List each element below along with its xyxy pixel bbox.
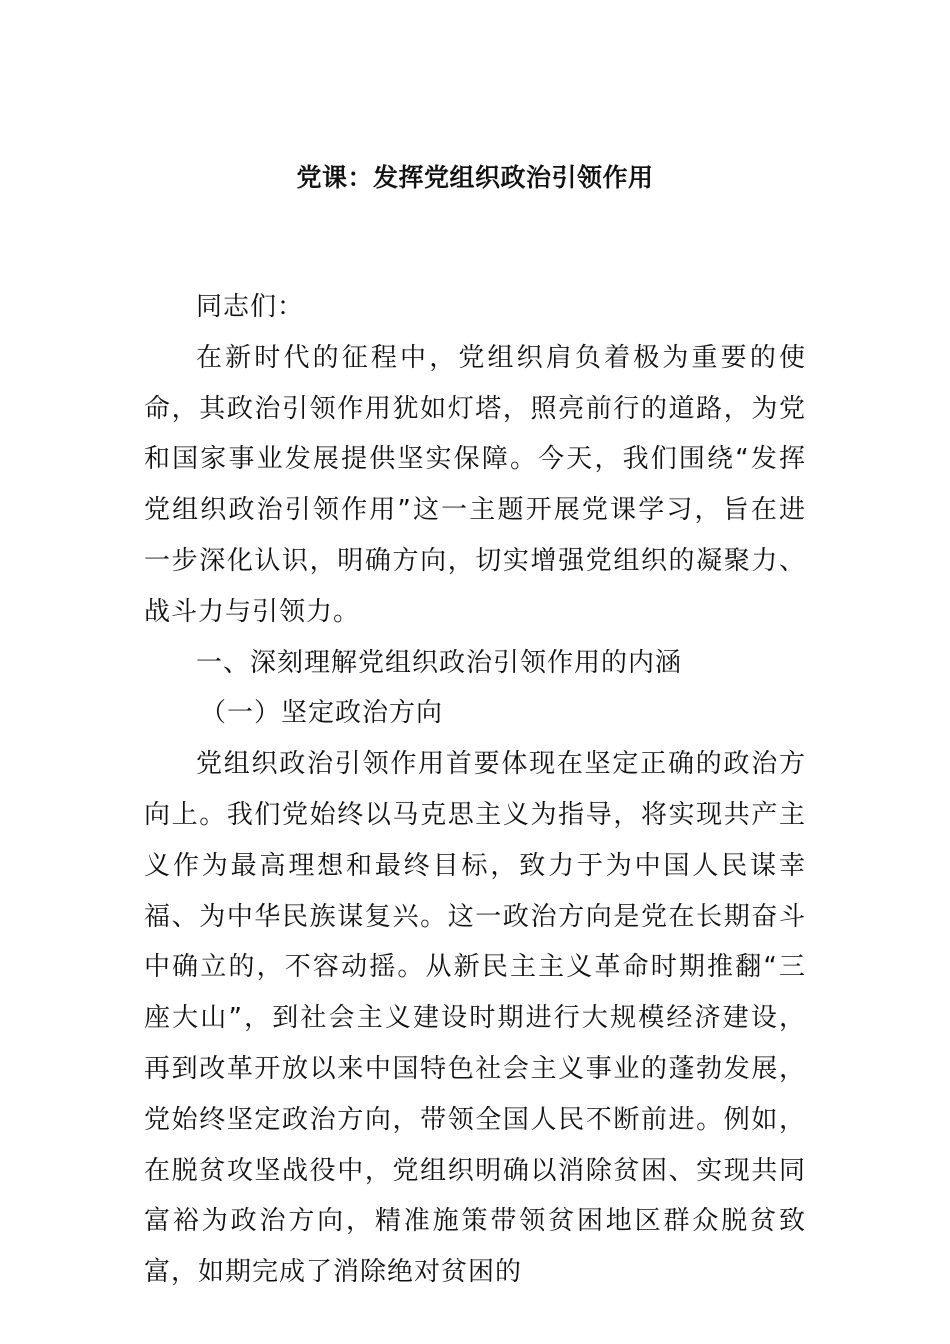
subsection-heading: （一）坚定政治方向 [200, 698, 444, 729]
document-title: 党课：发挥党组织政治引领作用 [296, 163, 654, 192]
salutation: 同志们： [196, 292, 305, 322]
section-heading: 一、深刻理解党组织政治引领作用的内涵 [196, 647, 683, 678]
intro-paragraph: 在新时代的征程中，党组织肩负着极为重要的使命，其政治引领作用犹如灯塔，照亮前行的道路，为党和国家事业发展提供坚实保障。今天，我们围绕“发挥党组织政治引领作用”这一主题开展党课学习，旨在进一步深化认识，明确方向，切实增强党组织的凝聚力、战斗力与引领力。 [144, 342, 806, 627]
body-paragraph: 党组织政治引领作用首要体现在坚定正确的政治方向上。我们党始终以马克思主义为指导，将实现共产主义作为最高理想和最终目标，致力于为中国人民谋幸福、为中华民族谋复兴。这一政治方向是党在长期奋斗中确立的，不容动摇。从新民主主义革命时期推翻“三座大山”，到社会主义建设时期进行大规模经济建设，再到改革开放以来中国特色社会主义事业的蓬勃发展，党始终坚定政治方向，带领全国人民不断前进。例如，在脱贫攻坚战役中，党组织明确以消除贫困、实现共同富裕为政治方向，精准施策带领贫困地区群众脱贫致富，如期完成了消除绝对贫困的 [144, 749, 806, 1288]
document-body [144, 282, 806, 1298]
